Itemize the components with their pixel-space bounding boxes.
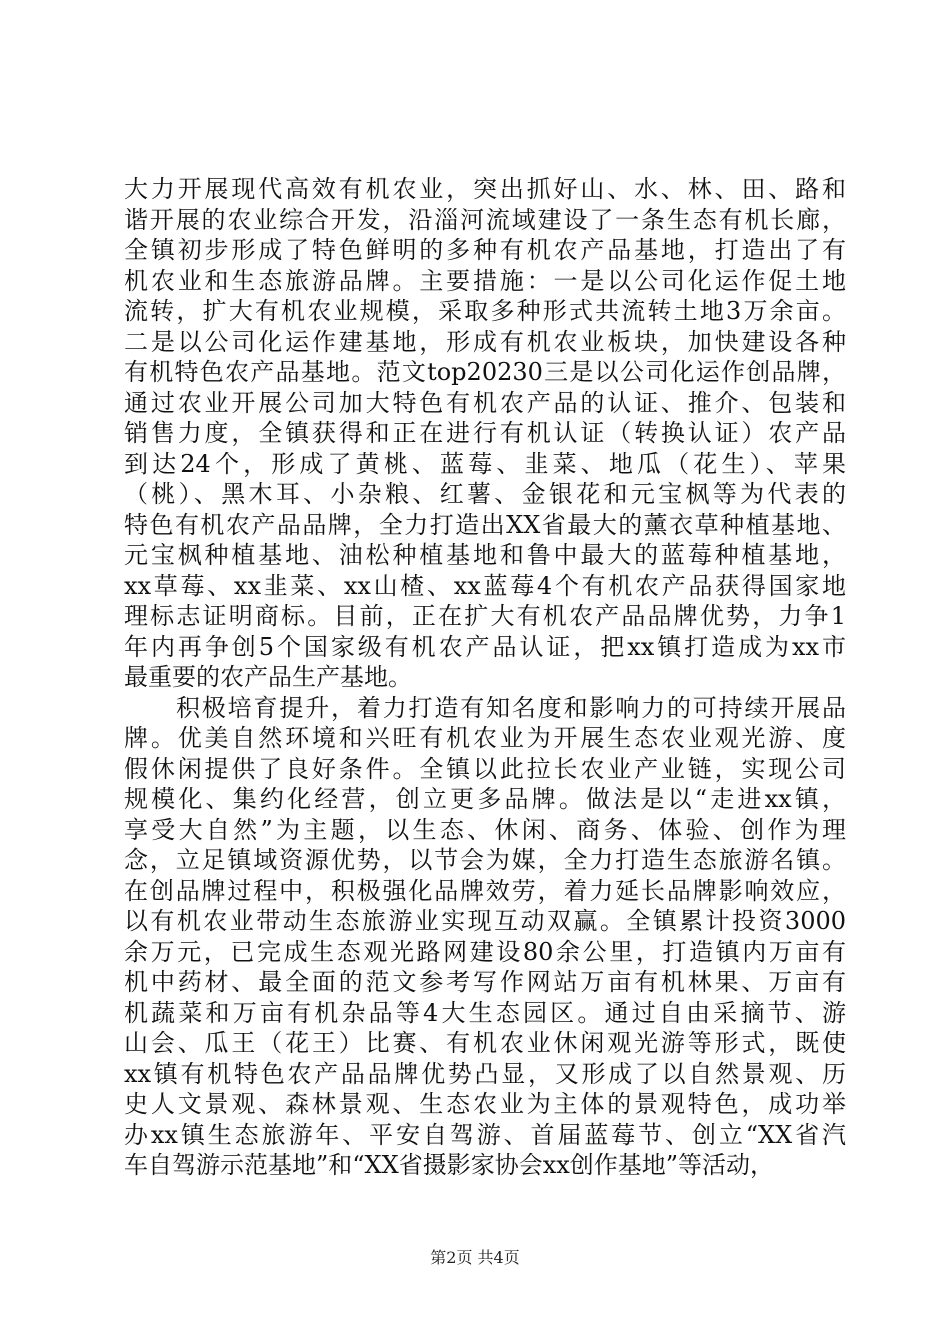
text-line: 以有机农业带动生态旅游业实现互动双赢。全镇累计投资3000 xyxy=(124,907,846,935)
text-line: 全镇初步形成了特色鲜明的多种有机农产品基地，打造出了有 xyxy=(124,236,846,264)
text-line: 通过农业开展公司加大特色有机农产品的认证、推介、包装和 xyxy=(124,388,846,417)
text-line: 元宝枫种植基地、油松种植基地和鲁中最大的蓝莓种植基地， xyxy=(124,541,846,569)
text-line: 最重要的农产品生产基地。 xyxy=(124,663,412,691)
text-line: 到达24个，形成了黄桃、蓝莓、韭菜、地瓜（花生）、苹果 xyxy=(124,449,846,478)
text-line: 山会、瓜王（花王）比赛、有机农业休闲观光游等形式，既使 xyxy=(124,1029,846,1057)
text-line: 假休闲提供了良好条件。全镇以此拉长农业产业链，实现公司 xyxy=(124,754,846,783)
text-line: 念，立足镇域资源优势，以节会为媒，全力打造生态旅游名镇。 xyxy=(124,846,846,874)
text-line: 大力开展现代高效有机农业，突出抓好山、水、林、田、路和 xyxy=(124,175,846,203)
text-line: 谐开展的农业综合开发，沿淄河流域建设了一条生态有机长廊， xyxy=(124,205,846,234)
text-line: 流转，扩大有机农业规模，采取多种形式共流转土地3万余亩。 xyxy=(124,297,846,325)
paragraph xyxy=(124,693,846,1181)
text-line: 牌。优美自然环境和兴旺有机农业为开展生态农业观光游、度 xyxy=(124,724,846,752)
text-line: xx镇有机特色农产品品牌优势凸显，又形成了以自然景观、历 xyxy=(124,1059,846,1088)
text-line: 享受大自然”为主题，以生态、休闲、商务、体验、创作为理 xyxy=(124,815,846,844)
text-line: 积极培育提升，着力打造有知名度和影响力的可持续开展品 xyxy=(176,693,846,722)
text-line: 车自驾游示范基地”和“XX省摄影家协会xx创作基地”等活动， xyxy=(124,1151,775,1179)
paragraph xyxy=(124,174,846,693)
text-line: 史人文景观、森林景观、生态农业为主体的景观特色，成功举 xyxy=(124,1090,846,1118)
text-line: 机中药材、最全面的范文参考写作网站万亩有机林果、万亩有 xyxy=(124,968,846,996)
text-line: 机农业和生态旅游品牌。主要措施：一是以公司化运作促土地 xyxy=(124,266,846,295)
text-line: 有机特色农产品基地。范文top20230三是以公司化运作创品牌， xyxy=(124,358,846,386)
text-line: 二是以公司化运作建基地，形成有机农业板块，加快建设各种 xyxy=(124,327,846,356)
text-line: xx草莓、xx韭菜、xx山楂、xx蓝莓4个有机农产品获得国家地 xyxy=(124,571,846,600)
text-line: 办xx镇生态旅游年、平安自驾游、首届蓝莓节、创立“XX省汽 xyxy=(124,1120,846,1149)
text-line: 余万元，已完成生态观光路网建设80余公里，打造镇内万亩有 xyxy=(124,937,846,966)
text-line: 年内再争创5个国家级有机农产品认证，把xx镇打造成为xx市 xyxy=(124,632,846,661)
body-text xyxy=(124,174,846,1181)
text-line: 销售力度，全镇获得和正在进行有机认证（转换认证）农产品 xyxy=(124,419,846,447)
text-line: 在创品牌过程中，积极强化品牌效劳，着力延长品牌影响效应， xyxy=(124,876,846,905)
text-line: 理标志证明商标。目前，正在扩大有机农产品品牌优势，力争1 xyxy=(124,602,846,630)
text-line: （桃）、黑木耳、小杂粮、红薯、金银花和元宝枫等为代表的 xyxy=(124,480,846,508)
text-line: 特色有机农产品品牌，全力打造出XX省最大的薰衣草种植基地、 xyxy=(124,510,846,539)
text-line: 机蔬菜和万亩有机杂品等4大生态园区。通过自由采摘节、游 xyxy=(124,998,846,1027)
text-line: 规模化、集约化经营，创立更多品牌。做法是以“走进xx镇， xyxy=(124,785,846,813)
page-footer: 第2页 共4页 xyxy=(430,1248,520,1267)
